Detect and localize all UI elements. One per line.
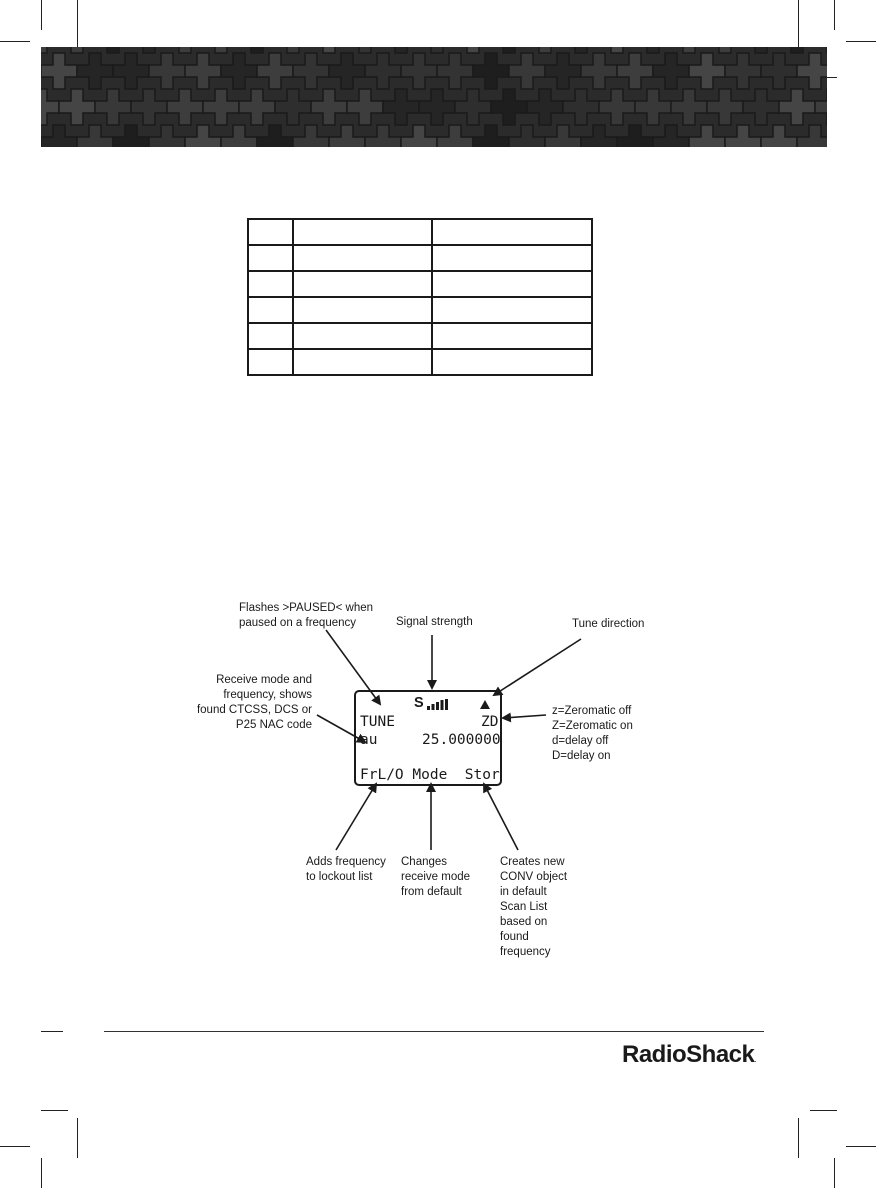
label-receive-mode: Receive mode and frequency, shows found CTCSS, DCS or P25 NAC code — [196, 674, 312, 731]
arrow-zeromatic — [503, 715, 546, 718]
lcd-zd-flags: ZD — [481, 714, 499, 730]
label-store: Creates new CONV object in default Scan List based on found frequency — [500, 856, 568, 958]
arrow-lockout — [336, 784, 376, 850]
lcd-mode-text: TUNE — [360, 714, 395, 730]
label-signal-strength: Signal strength — [396, 616, 473, 628]
lcd-receive-mode: au — [360, 732, 378, 748]
label-paused: Flashes >PAUSED< when paused on a frequency — [239, 602, 374, 629]
arrow-paused — [326, 630, 380, 704]
signal-label: S — [414, 695, 424, 711]
radioshack-logo: RadioShack. — [622, 1041, 757, 1068]
label-tune-direction: Tune direction — [572, 618, 645, 630]
arrow-store — [484, 784, 518, 850]
label-mode: Changes receive mode from default — [401, 856, 471, 898]
label-zeromatic: z=Zeromatic off Z=Zeromatic on d=delay off D=delay on — [552, 705, 633, 762]
label-lockout: Adds frequency to lockout list — [306, 856, 386, 883]
lcd-frequency: 25.000000 — [422, 732, 501, 748]
footer-rule — [104, 1031, 764, 1032]
arrow-receive-mode — [317, 715, 365, 742]
lcd-softkeys: FrL/O Mode Stor — [360, 767, 500, 783]
arrow-tune-direction — [494, 639, 581, 695]
